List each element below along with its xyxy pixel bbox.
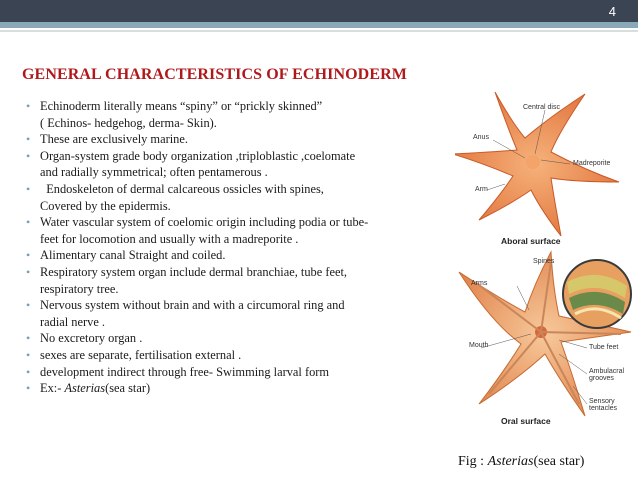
bullet-item-example: • Ex:- Asterias(sea star) [26, 380, 446, 397]
label-ambulacral-grooves: Ambulacral grooves [589, 368, 625, 382]
figure-caption: Fig : Asterias(sea star) [458, 454, 585, 469]
bullet-item: • No excretory organ . [26, 330, 446, 347]
bullet-item: • These are exclusively marine. [26, 131, 446, 148]
bullet-item: • Water vascular system of coelomic origin including podia or tube- feet for locomotion and usually with a madreporite . [26, 214, 446, 247]
bullet-list [26, 98, 446, 397]
bullet-item: • sexes are separate, fertilisation external . [26, 347, 446, 364]
oral-surface-title: Oral surface [501, 416, 551, 426]
label-tube-feet: Tube feet [589, 344, 619, 351]
label-mouth: Mouth [469, 342, 489, 349]
slide-header-bar [0, 0, 638, 22]
bullet-item: • Respiratory system organ include dermal branchiae, tube feet, respiratory tree. [26, 264, 446, 297]
slide-number: 4 [608, 4, 616, 19]
bullet-item: • development indirect through free- Swimming larval form [26, 364, 446, 381]
label-sensory-tentacles: Sensory tentacles [589, 398, 618, 412]
bullet-item: • Echinoderm literally means “spiny” or “prickly skinned” ( Echinos- hedgehog, derma- Skin). [26, 98, 446, 131]
label-madreporite: Madreporite [573, 160, 611, 167]
bullet-item: • Organ-system grade body organization ,triploblastic ,coelomate and radially symmetrical; often pentamerous . [26, 148, 446, 181]
label-central-disc: Central disc [523, 104, 560, 111]
header-divider [0, 30, 638, 32]
header-accent-stripe [0, 22, 638, 28]
bullet-item: • Endoskeleton of dermal calcareous ossicles with spines, Covered by the epidermis. [26, 181, 446, 214]
starfish-figure [455, 86, 635, 436]
bullet-item: • Alimentary canal Straight and coiled. [26, 247, 446, 264]
label-spines: Spines [533, 258, 555, 265]
aboral-surface-title: Aboral surface [501, 236, 561, 246]
slide-title: GENERAL CHARACTERISTICS OF ECHINODERM [22, 66, 407, 83]
label-anus: Anus [473, 134, 489, 141]
label-arms: Arms [471, 280, 488, 287]
label-arm: Arm [475, 186, 488, 193]
magnified-detail [563, 260, 631, 328]
bullet-item: • Nervous system without brain and with a circumoral ring and radial nerve . [26, 297, 446, 330]
